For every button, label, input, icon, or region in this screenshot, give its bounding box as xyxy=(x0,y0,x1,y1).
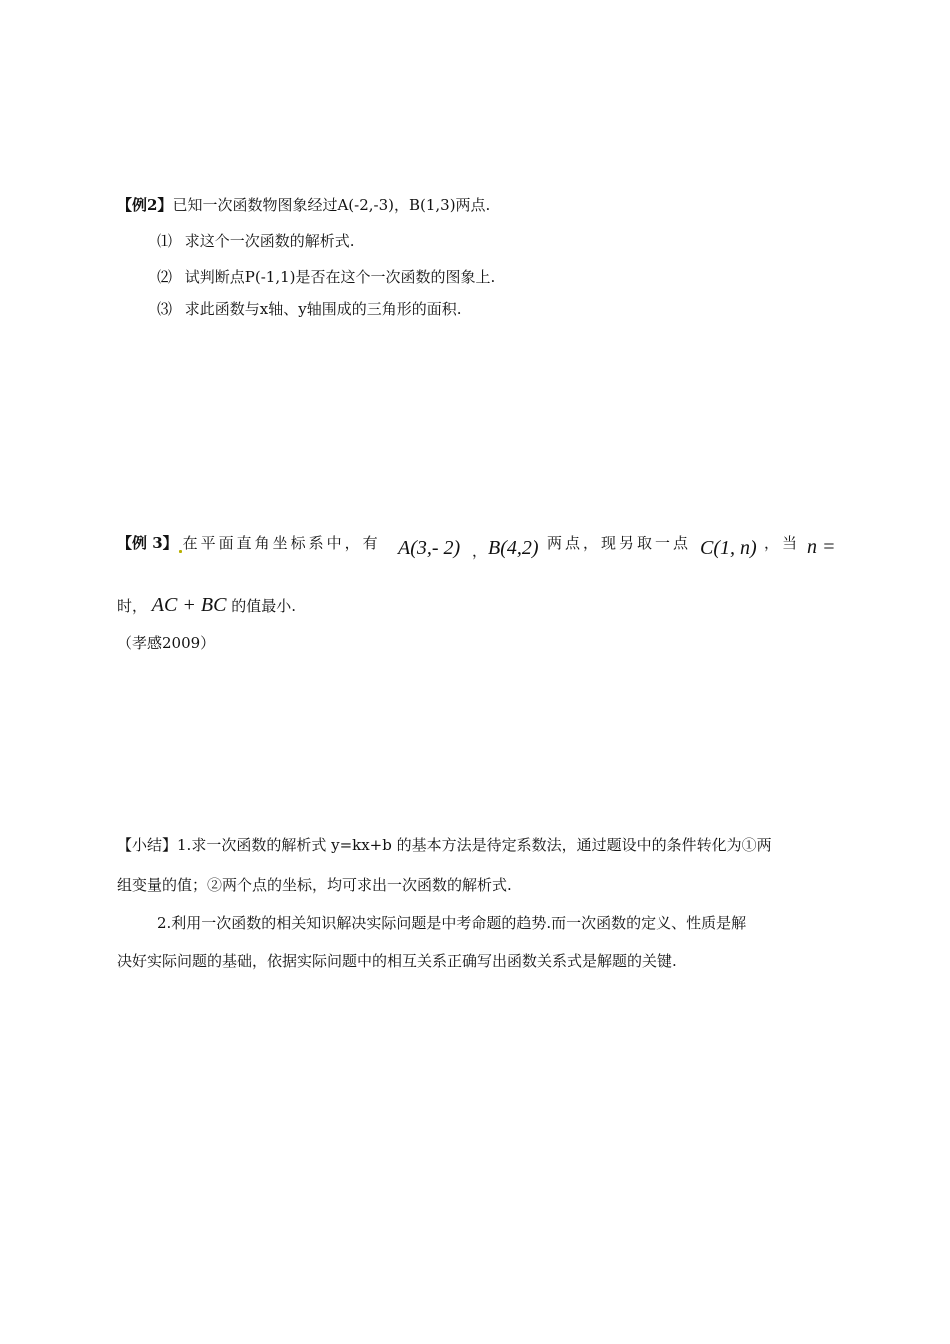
item-text: 求这个一次函数的解析式. xyxy=(184,232,355,250)
example3-text-2: 两点，现另取一点 xyxy=(547,534,692,552)
summary-p1-line1: 1.求一次函数的解析式 y=kx+b 的基本方法是待定系数法，通过题设中的条件转化为①两 xyxy=(177,836,772,854)
example3-text-3: ，当 xyxy=(764,534,801,552)
item-number: ⑶ xyxy=(157,300,173,318)
example2-item-2 xyxy=(157,266,495,287)
example3-line2-prefix: 时， xyxy=(117,597,148,615)
example2-heading xyxy=(117,194,490,215)
example3-n-equals: n = xyxy=(807,536,836,558)
example3-text-1: 在平面直角坐标系中，有 xyxy=(182,534,381,552)
summary-paragraph-1-line-1 xyxy=(117,834,772,855)
example3-line-2 xyxy=(117,594,296,617)
example3-point-a: A(3,- 2) xyxy=(398,537,461,559)
example3-expression: AC + BC xyxy=(151,594,227,616)
example3-heading xyxy=(117,532,381,553)
example3-source: （孝感2009） xyxy=(117,634,216,652)
example2-item-1 xyxy=(157,230,355,251)
example3-point-c: C(1, n) xyxy=(700,537,757,559)
example2-label: 【例2】 xyxy=(117,196,173,214)
item-text: 试判断点P(-1,1)是否在这个一次函数的图象上. xyxy=(184,268,496,286)
example2-text: 已知一次函数物图象经过A(-2,-3)，B(1,3)两点. xyxy=(172,196,491,214)
item-text: 求此函数与x轴、y轴围成的三角形的面积. xyxy=(184,300,462,318)
summary-label: 【小结】 xyxy=(117,836,178,854)
example3-line2-suffix: 的值最小. xyxy=(231,597,296,615)
example3-label: 【例 3】 xyxy=(117,534,178,552)
example3-separator: ， xyxy=(472,542,488,560)
item-number: ⑴ xyxy=(157,232,173,250)
example2-item-3 xyxy=(157,298,462,319)
example3-point-b: B(4,2) xyxy=(488,537,539,559)
mark-dot-icon xyxy=(179,550,182,553)
summary-paragraph-1-line-2: 组变量的值；②两个点的坐标，均可求出一次函数的解析式. xyxy=(117,876,512,894)
summary-paragraph-2-line-2: 决好实际问题的基础，依据实际问题中的相互关系正确写出函数关系式是解题的关键. xyxy=(117,952,677,970)
summary-paragraph-2-line-1: 2.利用一次函数的相关知识解决实际问题是中考命题的趋势.而一次函数的定义、性质是解 xyxy=(157,914,747,932)
item-number: ⑵ xyxy=(157,268,173,286)
